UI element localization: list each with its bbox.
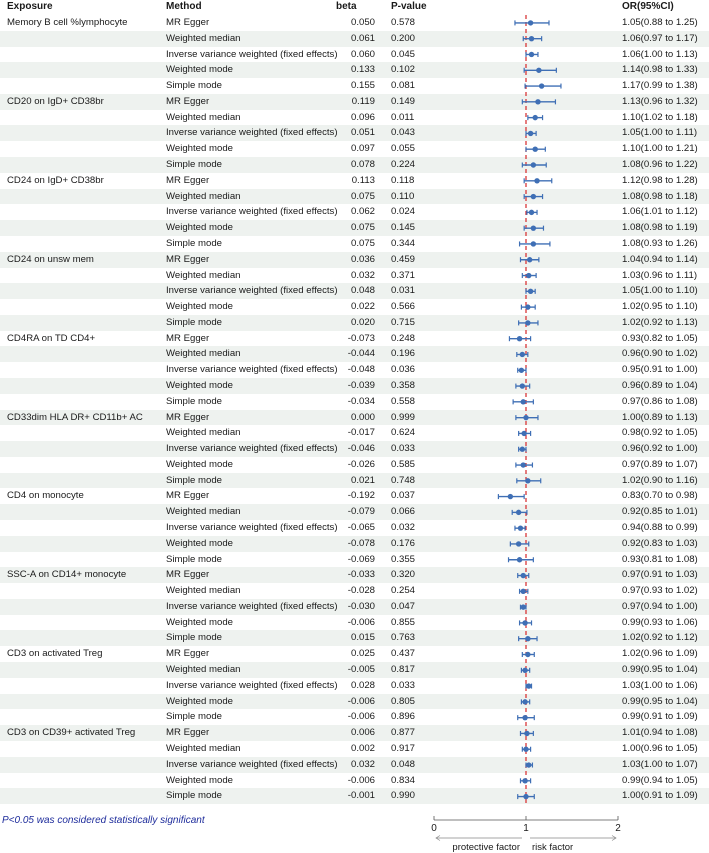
or-ci-cell: 1.06(1.00 to 1.13) — [622, 48, 698, 60]
pvalue-cell: 0.047 — [391, 600, 416, 612]
table-row — [0, 189, 709, 205]
exposure-cell: Memory B cell %lymphocyte — [7, 17, 128, 28]
or-ci-cell: 1.01(0.94 to 1.08) — [622, 727, 698, 739]
pvalue-cell: 0.176 — [391, 537, 416, 549]
exposure-cell: CD24 on unsw mem — [7, 253, 94, 265]
beta-cell: 0.048 — [350, 285, 375, 297]
method-cell: Inverse variance weighted (fixed effects) — [166, 48, 338, 60]
table-row — [0, 125, 709, 141]
pvalue-cell: 0.254 — [391, 585, 416, 597]
table-row — [0, 236, 709, 252]
exposure-cell: CD3 on activated Treg — [7, 648, 103, 660]
beta-cell: -0.069 — [347, 553, 375, 565]
or-ci-cell: 0.99(0.91 to 1.09) — [622, 711, 698, 723]
or-ci-cell: 1.02(0.96 to 1.09) — [622, 648, 698, 660]
table-row — [0, 362, 709, 378]
or-ci-cell: 1.03(1.00 to 1.06) — [622, 679, 698, 691]
or-ci-cell: 1.02(0.95 to 1.10) — [622, 301, 698, 313]
or-ci-cell: 1.08(0.98 to 1.18) — [622, 190, 698, 202]
beta-cell: 0.097 — [350, 143, 375, 155]
method-cell: Simple mode — [166, 237, 222, 249]
or-ci-cell: 0.94(0.88 to 0.99) — [622, 522, 698, 533]
beta-cell: -0.079 — [347, 506, 375, 518]
beta-cell: -0.006 — [347, 774, 375, 786]
table-row — [0, 741, 709, 757]
method-cell: Inverse variance weighted (fixed effects) — [166, 679, 338, 691]
pvalue-cell: 0.585 — [391, 458, 416, 470]
x-tick-label: 0 — [431, 823, 437, 834]
pvalue-cell: 0.834 — [391, 774, 416, 786]
or-ci-cell: 0.93(0.81 to 1.08) — [622, 553, 698, 565]
method-cell: Weighted median — [166, 111, 241, 123]
table-row — [0, 268, 709, 284]
protective-factor-label: protective factor — [452, 842, 520, 853]
or-ci-cell: 0.99(0.94 to 1.05) — [622, 774, 698, 786]
or-ci-cell: 1.10(1.00 to 1.21) — [622, 143, 698, 155]
pvalue-cell: 0.066 — [391, 506, 416, 518]
or-ci-cell: 1.00(0.89 to 1.13) — [622, 411, 698, 423]
method-cell: Weighted median — [166, 427, 241, 439]
table-row — [0, 252, 709, 268]
table-row — [0, 678, 709, 694]
table-row — [0, 646, 709, 662]
method-cell: Inverse variance weighted (fixed effects) — [166, 443, 338, 455]
header-pvalue: P-value — [391, 1, 427, 12]
method-cell: MR Egger — [166, 253, 210, 265]
method-cell: MR Egger — [166, 490, 210, 502]
beta-cell: 0.119 — [351, 95, 375, 107]
pvalue-cell: 0.036 — [391, 364, 416, 376]
beta-cell: 0.022 — [350, 301, 375, 313]
table-row — [0, 31, 709, 47]
or-ci-cell: 0.99(0.95 to 1.04) — [622, 664, 698, 676]
exposure-cell: CD24 on IgD+ CD38br — [7, 174, 104, 186]
beta-cell: -0.044 — [347, 348, 375, 360]
or-ci-cell: 1.02(0.92 to 1.12) — [622, 632, 698, 644]
method-cell: MR Egger — [166, 17, 210, 28]
significance-note: P<0.05 was considered statistically significant — [2, 815, 205, 826]
table-row — [0, 709, 709, 725]
beta-cell: 0.032 — [350, 269, 375, 281]
or-ci-cell: 1.02(0.90 to 1.16) — [622, 474, 698, 486]
or-ci-cell: 1.13(0.96 to 1.32) — [622, 95, 698, 107]
or-ci-cell: 0.83(0.70 to 0.98) — [622, 490, 698, 502]
pvalue-cell: 0.624 — [391, 427, 416, 439]
pvalue-cell: 0.748 — [391, 474, 416, 486]
method-cell: Weighted median — [166, 742, 241, 754]
pvalue-cell: 0.110 — [391, 190, 415, 202]
beta-cell: 0.002 — [350, 742, 375, 754]
pvalue-cell: 0.877 — [391, 727, 416, 739]
or-ci-cell: 1.03(0.96 to 1.11) — [622, 269, 698, 281]
or-ci-cell: 1.17(0.99 to 1.38) — [622, 80, 698, 92]
or-ci-cell: 1.02(0.92 to 1.13) — [622, 316, 698, 328]
method-cell: Weighted median — [166, 269, 241, 281]
table-row — [0, 78, 709, 94]
or-ci-cell: 1.12(0.98 to 1.28) — [622, 174, 698, 186]
beta-cell: 0.015 — [350, 632, 375, 644]
method-cell: Weighted median — [166, 190, 241, 202]
pvalue-cell: 0.011 — [391, 111, 415, 123]
table-row — [0, 331, 709, 347]
pvalue-cell: 0.118 — [391, 174, 415, 186]
method-cell: Weighted mode — [166, 695, 234, 707]
table-row — [0, 662, 709, 678]
beta-cell: -0.017 — [347, 427, 375, 439]
exposure-cell: CD4 on monocyte — [7, 490, 84, 502]
beta-cell: 0.000 — [350, 411, 375, 423]
method-cell: Simple mode — [166, 474, 222, 486]
pvalue-cell: 0.763 — [391, 632, 416, 644]
or-ci-cell: 0.97(0.93 to 1.02) — [622, 585, 698, 597]
method-cell: Weighted mode — [166, 537, 234, 549]
beta-cell: -0.048 — [347, 364, 375, 376]
or-ci-cell: 0.97(0.94 to 1.00) — [622, 600, 698, 612]
method-cell: Inverse variance weighted (fixed effects) — [166, 364, 338, 376]
pvalue-cell: 0.358 — [391, 379, 416, 391]
table-row — [0, 725, 709, 741]
beta-cell: 0.096 — [350, 111, 375, 123]
pvalue-cell: 0.437 — [391, 648, 416, 660]
table-row — [0, 346, 709, 362]
pvalue-cell: 0.196 — [391, 348, 416, 360]
beta-cell: 0.061 — [350, 32, 375, 44]
method-cell: Simple mode — [166, 632, 222, 644]
method-cell: MR Egger — [166, 727, 210, 739]
beta-cell: -0.033 — [347, 569, 375, 581]
table-row — [0, 299, 709, 315]
or-ci-cell: 0.99(0.95 to 1.04) — [622, 695, 698, 707]
pvalue-cell: 0.344 — [391, 237, 416, 249]
beta-cell: 0.036 — [350, 253, 375, 265]
method-cell: Simple mode — [166, 395, 222, 407]
method-cell: Weighted median — [166, 348, 241, 360]
pvalue-cell: 0.033 — [391, 679, 416, 691]
x-tick-label: 1 — [523, 823, 529, 834]
method-cell: Inverse variance weighted (fixed effects) — [166, 522, 338, 533]
beta-cell: 0.020 — [350, 316, 375, 328]
pvalue-cell: 0.578 — [391, 17, 416, 28]
pvalue-cell: 0.032 — [391, 522, 416, 533]
pvalue-cell: 0.896 — [391, 711, 416, 723]
beta-cell: -0.078 — [347, 537, 375, 549]
table-row — [0, 504, 709, 520]
beta-cell: 0.075 — [350, 222, 375, 234]
method-cell: Inverse variance weighted (fixed effects) — [166, 600, 338, 612]
table-row — [0, 441, 709, 457]
pvalue-cell: 0.200 — [391, 32, 416, 44]
exposure-cell: CD4RA on TD CD4+ — [7, 332, 96, 344]
pvalue-cell: 0.459 — [391, 253, 416, 265]
method-cell: Inverse variance weighted (fixed effects) — [166, 758, 338, 770]
pvalue-cell: 0.355 — [391, 553, 416, 565]
method-cell: Simple mode — [166, 80, 222, 92]
method-cell: Simple mode — [166, 790, 222, 802]
method-cell: MR Egger — [166, 332, 210, 344]
or-ci-cell: 0.99(0.93 to 1.06) — [622, 616, 698, 628]
method-cell: Inverse variance weighted (fixed effects) — [166, 285, 338, 297]
method-cell: Weighted median — [166, 506, 241, 518]
table-row — [0, 315, 709, 331]
beta-cell: 0.021 — [350, 474, 375, 486]
exposure-cell: SSC-A on CD14+ monocyte — [7, 569, 127, 581]
pvalue-cell: 0.248 — [391, 332, 416, 344]
pvalue-cell: 0.102 — [391, 64, 416, 76]
or-ci-cell: 1.03(1.00 to 1.07) — [622, 758, 698, 770]
table-row — [0, 457, 709, 473]
method-cell: Weighted mode — [166, 222, 234, 234]
table-row — [0, 599, 709, 615]
beta-cell: 0.032 — [350, 758, 375, 770]
pvalue-cell: 0.024 — [391, 206, 416, 218]
table-row — [0, 773, 709, 789]
or-ci-cell: 1.05(1.00 to 1.11) — [622, 127, 698, 139]
exposure-cell: CD3 on CD39+ activated Treg — [7, 727, 136, 739]
pvalue-cell: 0.145 — [391, 222, 416, 234]
table-row — [0, 520, 709, 536]
table-row — [0, 378, 709, 394]
or-ci-cell: 0.97(0.91 to 1.03) — [622, 569, 698, 581]
method-cell: Weighted mode — [166, 616, 234, 628]
or-ci-cell: 1.05(0.88 to 1.25) — [622, 17, 698, 28]
method-cell: Weighted mode — [166, 64, 234, 76]
pvalue-cell: 0.715 — [391, 316, 416, 328]
beta-cell: -0.030 — [347, 600, 375, 612]
risk-arrow-head — [612, 836, 616, 841]
or-ci-cell: 1.08(0.98 to 1.19) — [622, 222, 698, 234]
method-cell: Weighted median — [166, 664, 241, 676]
method-cell: Simple mode — [166, 553, 222, 565]
beta-cell: 0.025 — [350, 648, 375, 660]
or-ci-cell: 0.95(0.91 to 1.00) — [622, 364, 698, 376]
method-cell: Simple mode — [166, 316, 222, 328]
pvalue-cell: 0.566 — [391, 301, 416, 313]
method-cell: Simple mode — [166, 159, 222, 171]
beta-cell: -0.005 — [347, 664, 375, 676]
pvalue-cell: 0.055 — [391, 143, 416, 155]
method-cell: MR Egger — [166, 569, 210, 581]
table-row — [0, 394, 709, 410]
method-cell: Weighted median — [166, 32, 241, 44]
table-row — [0, 536, 709, 552]
or-ci-cell: 0.97(0.89 to 1.07) — [622, 458, 698, 470]
beta-cell: -0.006 — [347, 711, 375, 723]
pvalue-cell: 0.817 — [391, 664, 416, 676]
table-row — [0, 567, 709, 583]
beta-cell: -0.026 — [347, 458, 375, 470]
protective-arrow-head — [436, 836, 440, 841]
pvalue-cell: 0.037 — [391, 490, 416, 502]
method-cell: MR Egger — [166, 95, 210, 107]
table-row — [0, 173, 709, 189]
pvalue-cell: 0.043 — [391, 127, 416, 139]
pvalue-cell: 0.081 — [391, 80, 416, 92]
beta-cell: -0.073 — [347, 332, 375, 344]
beta-cell: 0.006 — [350, 727, 375, 739]
beta-cell: 0.113 — [351, 174, 375, 186]
table-row — [0, 788, 709, 804]
method-cell: Simple mode — [166, 711, 222, 723]
pvalue-cell: 0.917 — [391, 742, 416, 754]
method-cell: MR Egger — [166, 648, 210, 660]
or-ci-cell: 1.06(1.01 to 1.12) — [622, 206, 698, 218]
beta-cell: 0.062 — [350, 206, 375, 218]
or-ci-cell: 1.04(0.94 to 1.14) — [622, 253, 698, 265]
table-row — [0, 552, 709, 568]
or-ci-cell: 0.96(0.92 to 1.00) — [622, 443, 698, 455]
table-row — [0, 283, 709, 299]
pvalue-cell: 0.045 — [391, 48, 416, 60]
or-ci-cell: 1.06(0.97 to 1.17) — [622, 32, 698, 44]
table-row — [0, 47, 709, 63]
or-ci-cell: 1.00(0.91 to 1.09) — [622, 790, 698, 802]
pvalue-cell: 0.149 — [391, 95, 416, 107]
exposure-cell: CD33dim HLA DR+ CD11b+ AC — [7, 411, 143, 423]
method-cell: Weighted mode — [166, 774, 234, 786]
method-cell: Inverse variance weighted (fixed effects) — [166, 127, 338, 139]
or-ci-cell: 0.96(0.89 to 1.04) — [622, 379, 698, 391]
method-cell: Weighted mode — [166, 458, 234, 470]
or-ci-cell: 0.92(0.85 to 1.01) — [622, 506, 698, 518]
method-cell: Weighted median — [166, 585, 241, 597]
pvalue-cell: 0.320 — [391, 569, 416, 581]
table-row — [0, 220, 709, 236]
table-row — [0, 15, 709, 31]
table-row — [0, 157, 709, 173]
or-ci-cell: 1.14(0.98 to 1.33) — [622, 64, 698, 76]
pvalue-cell: 0.224 — [391, 159, 416, 171]
table-row — [0, 425, 709, 441]
beta-cell: -0.046 — [347, 443, 375, 455]
header-beta: beta — [336, 1, 357, 12]
beta-cell: -0.006 — [347, 695, 375, 707]
or-ci-cell: 1.08(0.96 to 1.22) — [622, 159, 698, 171]
table-row — [0, 488, 709, 504]
beta-cell: -0.039 — [347, 379, 375, 391]
pvalue-cell: 0.371 — [391, 269, 416, 281]
beta-cell: -0.192 — [347, 490, 375, 502]
or-ci-cell: 0.92(0.83 to 1.03) — [622, 537, 698, 549]
header-or: OR(95%CI) — [622, 1, 674, 12]
table-row — [0, 94, 709, 110]
beta-cell: 0.075 — [350, 237, 375, 249]
pvalue-cell: 0.033 — [391, 443, 416, 455]
method-cell: Weighted mode — [166, 379, 234, 391]
header-method: Method — [166, 1, 202, 12]
table-row — [0, 615, 709, 631]
beta-cell: 0.133 — [350, 64, 375, 76]
table-row — [0, 204, 709, 220]
table-row — [0, 630, 709, 646]
beta-cell: 0.060 — [350, 48, 375, 60]
or-ci-cell: 0.93(0.82 to 1.05) — [622, 332, 698, 344]
pvalue-cell: 0.990 — [391, 790, 416, 802]
table-row — [0, 583, 709, 599]
or-ci-cell: 1.05(1.00 to 1.10) — [622, 285, 698, 297]
method-cell: MR Egger — [166, 411, 210, 423]
beta-cell: 0.155 — [350, 80, 375, 92]
table-row — [0, 62, 709, 78]
beta-cell: 0.051 — [350, 127, 375, 139]
beta-cell: 0.050 — [350, 17, 375, 28]
or-ci-cell: 0.98(0.92 to 1.05) — [622, 427, 698, 439]
table-row — [0, 410, 709, 426]
table-row — [0, 141, 709, 157]
pvalue-cell: 0.805 — [391, 695, 416, 707]
pvalue-cell: 0.999 — [391, 411, 416, 423]
beta-cell: -0.028 — [347, 585, 375, 597]
pvalue-cell: 0.855 — [391, 616, 416, 628]
beta-cell: 0.028 — [350, 679, 375, 691]
pvalue-cell: 0.031 — [391, 285, 416, 297]
beta-cell: -0.006 — [347, 616, 375, 628]
or-ci-cell: 0.97(0.86 to 1.08) — [622, 395, 698, 407]
method-cell: MR Egger — [166, 174, 210, 186]
header-exposure: Exposure — [7, 1, 53, 12]
or-ci-cell: 1.10(1.02 to 1.18) — [622, 111, 698, 123]
or-ci-cell: 1.08(0.93 to 1.26) — [622, 237, 698, 249]
or-ci-cell: 1.00(0.96 to 1.05) — [622, 742, 698, 754]
pvalue-cell: 0.558 — [391, 395, 416, 407]
beta-cell: 0.078 — [350, 159, 375, 171]
table-body — [0, 15, 709, 804]
or-ci-cell: 0.96(0.90 to 1.02) — [622, 348, 698, 360]
exposure-cell: CD20 on IgD+ CD38br — [7, 95, 104, 107]
x-tick-label: 2 — [615, 823, 621, 834]
method-cell: Inverse variance weighted (fixed effects) — [166, 206, 338, 218]
beta-cell: -0.065 — [347, 522, 375, 533]
beta-cell: -0.001 — [347, 790, 375, 802]
beta-cell: -0.034 — [347, 395, 375, 407]
table-row — [0, 110, 709, 126]
risk-factor-label: risk factor — [532, 842, 574, 853]
pvalue-cell: 0.048 — [391, 758, 416, 770]
beta-cell: 0.075 — [350, 190, 375, 202]
table-row — [0, 473, 709, 489]
table-row — [0, 694, 709, 710]
method-cell: Weighted mode — [166, 143, 234, 155]
table-row — [0, 757, 709, 773]
method-cell: Weighted mode — [166, 301, 234, 313]
